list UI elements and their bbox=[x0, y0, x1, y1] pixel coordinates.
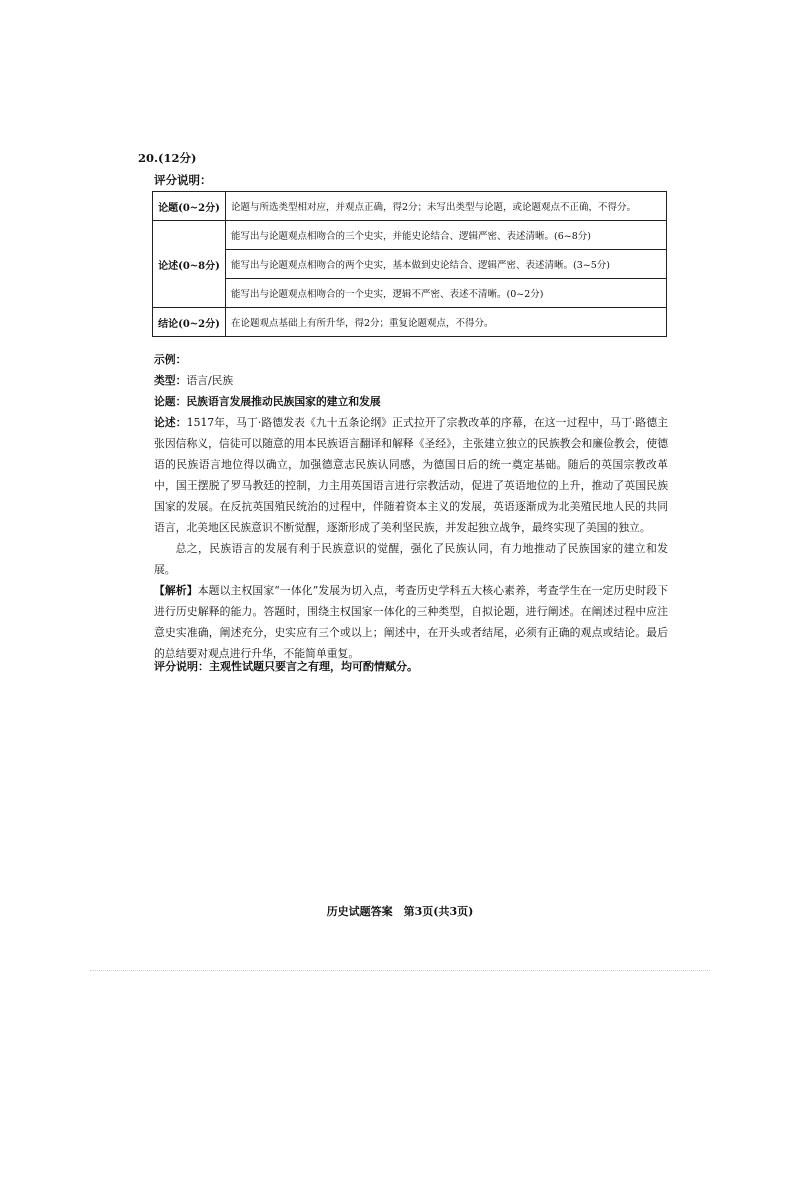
analysis-text: 本题以主权国家“一体化”发展为切入点，考查历史学科五大核心素养，考查学生在一定历史时段下进行历史解释的能力。答题时，围绕主权国家一体化的三种类型，自拟论题，进行阐述。在阐述过程中应注意史实准确，阐述充分，史实应有三个或以上；阐述中，在开头或者结尾，必须有正确的观点或结论。最后的总结要对观点进行升华，不能简单重复。 bbox=[154, 584, 668, 660]
fold-line-divider bbox=[90, 970, 710, 971]
example-type bbox=[154, 370, 668, 391]
rubric-category: 论题(0~2分) bbox=[153, 192, 226, 221]
argument-text: 1517年，马丁·路德发表《九十五条论纲》正式拉开了宗教改革的序幕，在这一过程中，马丁·路德主张因信称义，信徒可以随意的用本民族语言翻译和解释《圣经》，主张建立独立的民族教会和廉俭教会，使德语的民族语言地位得以确立，加强德意志民族认同感，为德国日后的统一奠定基础。随后的英国宗教改革中，国王摆脱了罗马教廷的控制，力主用英国语言进行宗教活动，促进了英语地位的上升，推动了英国民族国家的发展。在反抗英国殖民统治的过程中，伴随着资本主义的发展，英语逐渐成为北美殖民地人民的共同语言，北美地区民族意识不断觉醒，逐渐形成了美利坚民族，并发起独立战争，最终实现了美国的独立。 bbox=[154, 416, 669, 534]
rubric-row-thesis bbox=[153, 192, 667, 221]
thesis-label: 论题： bbox=[154, 395, 187, 408]
scoring-note: 评分说明：主观性试题只要言之有理，均可酌情赋分。 bbox=[154, 660, 418, 673]
example-heading: 示例： bbox=[154, 353, 187, 366]
type-value: 语言/民族 bbox=[186, 374, 234, 387]
rubric-row-conclusion bbox=[153, 308, 667, 337]
rubric-row-argument bbox=[153, 279, 667, 308]
rubric-criterion: 能写出与论题观点相吻合的三个史实，并能史论结合、逻辑严密、表述清晰。(6~8分) bbox=[226, 221, 667, 250]
rubric-heading: 评分说明： bbox=[154, 173, 212, 187]
example-conclusion: 总之，民族语言的发展有利于民族意识的觉醒，强化了民族认同，有力地推动了民族国家的建立和发展。 bbox=[154, 542, 668, 576]
example-argument bbox=[154, 412, 668, 538]
example-section bbox=[154, 349, 668, 664]
rubric-category: 结论(0~2分) bbox=[153, 308, 226, 337]
rubric-criterion: 能写出与论题观点相吻合的两个史实，基本做到史论结合、逻辑严密、表述清晰。(3~5分) bbox=[226, 250, 667, 279]
rubric-table bbox=[152, 191, 667, 337]
rubric-category: 论述(0~8分) bbox=[153, 221, 226, 308]
question-title: 20.(12分) bbox=[138, 151, 197, 165]
analysis-label: 【解析】 bbox=[154, 584, 198, 597]
type-label: 类型： bbox=[154, 374, 187, 387]
example-thesis bbox=[154, 391, 668, 412]
rubric-criterion: 在论题观点基础上有所升华，得2分；重复论题观点，不得分。 bbox=[226, 308, 667, 337]
rubric-criterion: 能写出与论题观点相吻合的一个史实，逻辑不严密、表述不清晰。(0~2分) bbox=[226, 279, 667, 308]
argument-label: 论述： bbox=[154, 416, 187, 429]
page-footer: 历史试题答案 第3页(共3页) bbox=[326, 905, 474, 918]
rubric-row-argument bbox=[153, 221, 667, 250]
thesis-value: 民族语言发展推动民族国家的建立和发展 bbox=[186, 395, 381, 408]
analysis-paragraph bbox=[154, 580, 668, 664]
rubric-row-argument bbox=[153, 250, 667, 279]
rubric-criterion: 论题与所选类型相对应，并观点正确，得2分；未写出类型与论题，或论题观点不正确，不得分。 bbox=[226, 192, 667, 221]
